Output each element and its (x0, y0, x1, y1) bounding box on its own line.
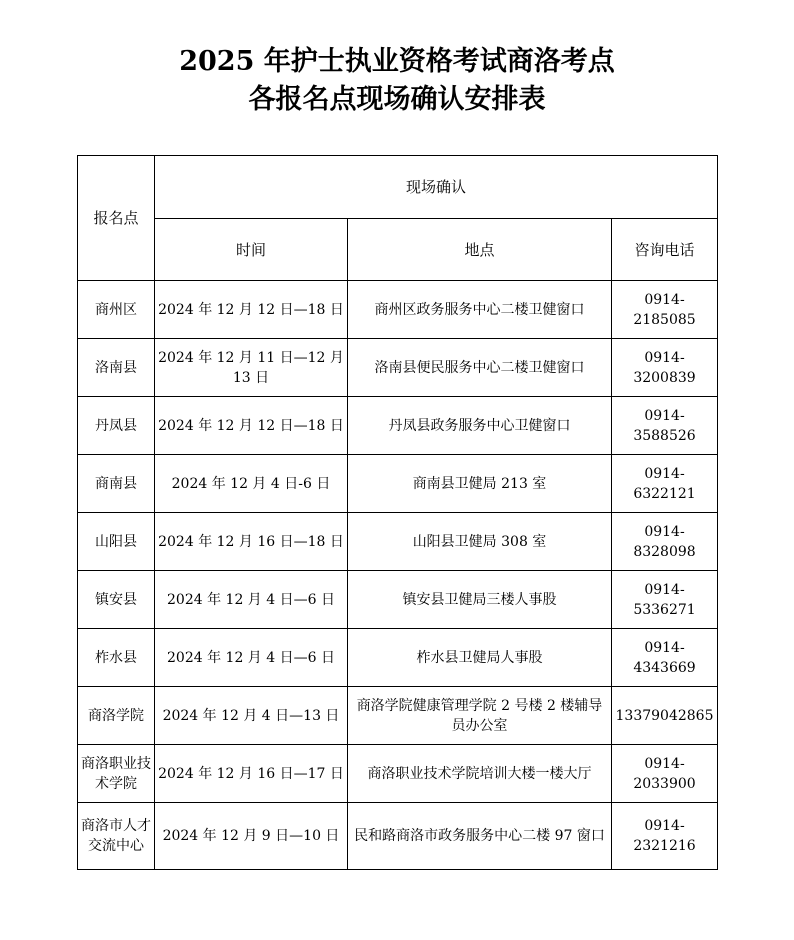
cell-time: 2024 年 12 月 4 日—6 日 (155, 571, 348, 629)
table-row (78, 745, 718, 803)
cell-location: 柞水县卫健局人事股 (348, 629, 612, 687)
header-location: 地点 (348, 219, 612, 281)
table-row (78, 339, 718, 397)
table-row (78, 281, 718, 339)
cell-location: 商洛职业技术学院培训大楼一楼大厅 (348, 745, 612, 803)
document-title-line-2: 各报名点现场确认安排表 (248, 84, 546, 115)
cell-site: 商南县 (78, 455, 155, 513)
cell-phone: 0914-3200839 (612, 339, 718, 397)
cell-phone: 0914-8328098 (612, 513, 718, 571)
table-row (78, 629, 718, 687)
cell-time: 2024 年 12 月 9 日—10 日 (155, 803, 348, 870)
cell-location: 洛南县便民服务中心二楼卫健窗口 (348, 339, 612, 397)
cell-phone: 0914-2033900 (612, 745, 718, 803)
cell-phone: 13379042865 (612, 687, 718, 745)
header-phone: 咨询电话 (612, 219, 718, 281)
cell-phone: 0914-2321216 (612, 803, 718, 870)
cell-time: 2024 年 12 月 4 日—6 日 (155, 629, 348, 687)
cell-phone: 0914-5336271 (612, 571, 718, 629)
cell-time: 2024 年 12 月 12 日—18 日 (155, 397, 348, 455)
cell-location: 民和路商洛市政务服务中心二楼 97 窗口 (348, 803, 612, 870)
cell-location: 商州区政务服务中心二楼卫健窗口 (348, 281, 612, 339)
table-row (78, 455, 718, 513)
cell-site: 山阳县 (78, 513, 155, 571)
cell-location: 丹凤县政务服务中心卫健窗口 (348, 397, 612, 455)
table-row (78, 571, 718, 629)
cell-site: 丹凤县 (78, 397, 155, 455)
cell-time: 2024 年 12 月 11 日—12 月 13 日 (155, 339, 348, 397)
header-site: 报名点 (78, 156, 155, 281)
cell-site: 商洛市人才交流中心 (78, 803, 155, 870)
cell-time: 2024 年 12 月 4 日-6 日 (155, 455, 348, 513)
cell-phone: 0914-6322121 (612, 455, 718, 513)
table-row (78, 513, 718, 571)
header-time: 时间 (155, 219, 348, 281)
table-row (78, 397, 718, 455)
cell-site: 镇安县 (78, 571, 155, 629)
header-onsite-confirmation: 现场确认 (155, 156, 718, 219)
cell-time: 2024 年 12 月 16 日—17 日 (155, 745, 348, 803)
cell-time: 2024 年 12 月 16 日—18 日 (155, 513, 348, 571)
cell-location: 商南县卫健局 213 室 (348, 455, 612, 513)
schedule-table (77, 155, 718, 870)
cell-time: 2024 年 12 月 4 日—13 日 (155, 687, 348, 745)
cell-location: 商洛学院健康管理学院 2 号楼 2 楼辅导员办公室 (348, 687, 612, 745)
cell-phone: 0914-4343669 (612, 629, 718, 687)
cell-site: 柞水县 (78, 629, 155, 687)
cell-site: 商洛学院 (78, 687, 155, 745)
table-row (78, 803, 718, 870)
cell-site: 洛南县 (78, 339, 155, 397)
cell-location: 镇安县卫健局三楼人事股 (348, 571, 612, 629)
header-row-1 (78, 156, 718, 219)
cell-site: 商洛职业技术学院 (78, 745, 155, 803)
cell-phone: 0914-3588526 (612, 397, 718, 455)
cell-location: 山阳县卫健局 308 室 (348, 513, 612, 571)
document-title-line-1: 2025 年护士执业资格考试商洛考点 (179, 46, 615, 77)
cell-time: 2024 年 12 月 12 日—18 日 (155, 281, 348, 339)
header-row-2 (78, 219, 718, 281)
table-row (78, 687, 718, 745)
cell-phone: 0914-2185085 (612, 281, 718, 339)
cell-site: 商州区 (78, 281, 155, 339)
